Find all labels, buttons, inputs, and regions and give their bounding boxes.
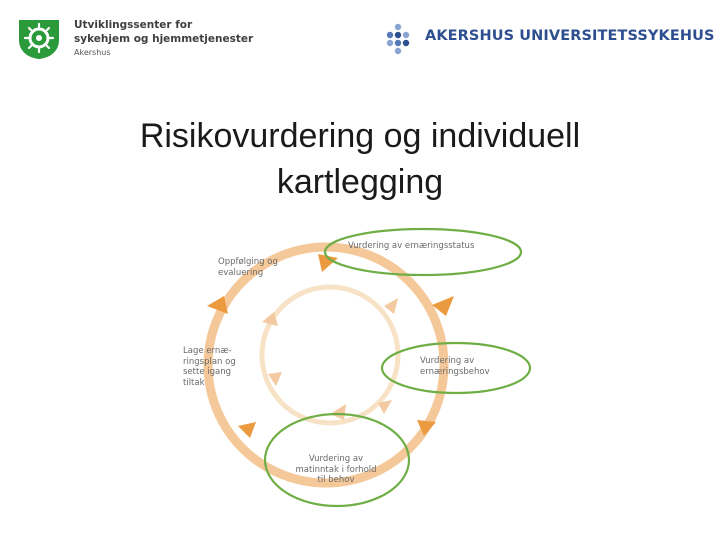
logo-line-3: Akershus [74,48,111,57]
cycle-step-5-label: Oppfølging og evaluering [218,257,278,278]
cycle-step-1-label: Vurdering av ernæringsstatus [348,241,475,251]
cycle-step-3-label: Vurdering av matinntak i forhold til behov [295,454,377,485]
outer-ring [208,247,444,483]
ahus-name: AKERSHUS UNIVERSITETSSYKEHUS [425,28,715,44]
logo-line-2: sykehjem og hjemmetjenester [74,33,254,45]
slide-title-line-2: kartlegging [276,163,444,201]
inner-arrow [330,404,346,420]
inner-arrow [384,298,398,314]
inner-ring [262,287,398,423]
outer-arrow [238,422,256,438]
cycle-step-2-label: Vurdering av ernæringsbehov [420,356,490,377]
slide-title-line-1: Risikovurdering og individuell [139,117,581,155]
cycle-step-4-label: Lage ernæ- ringsplan og sette igang tiltak [183,346,236,388]
logo-line-1: Utviklingssenter for [74,19,193,31]
